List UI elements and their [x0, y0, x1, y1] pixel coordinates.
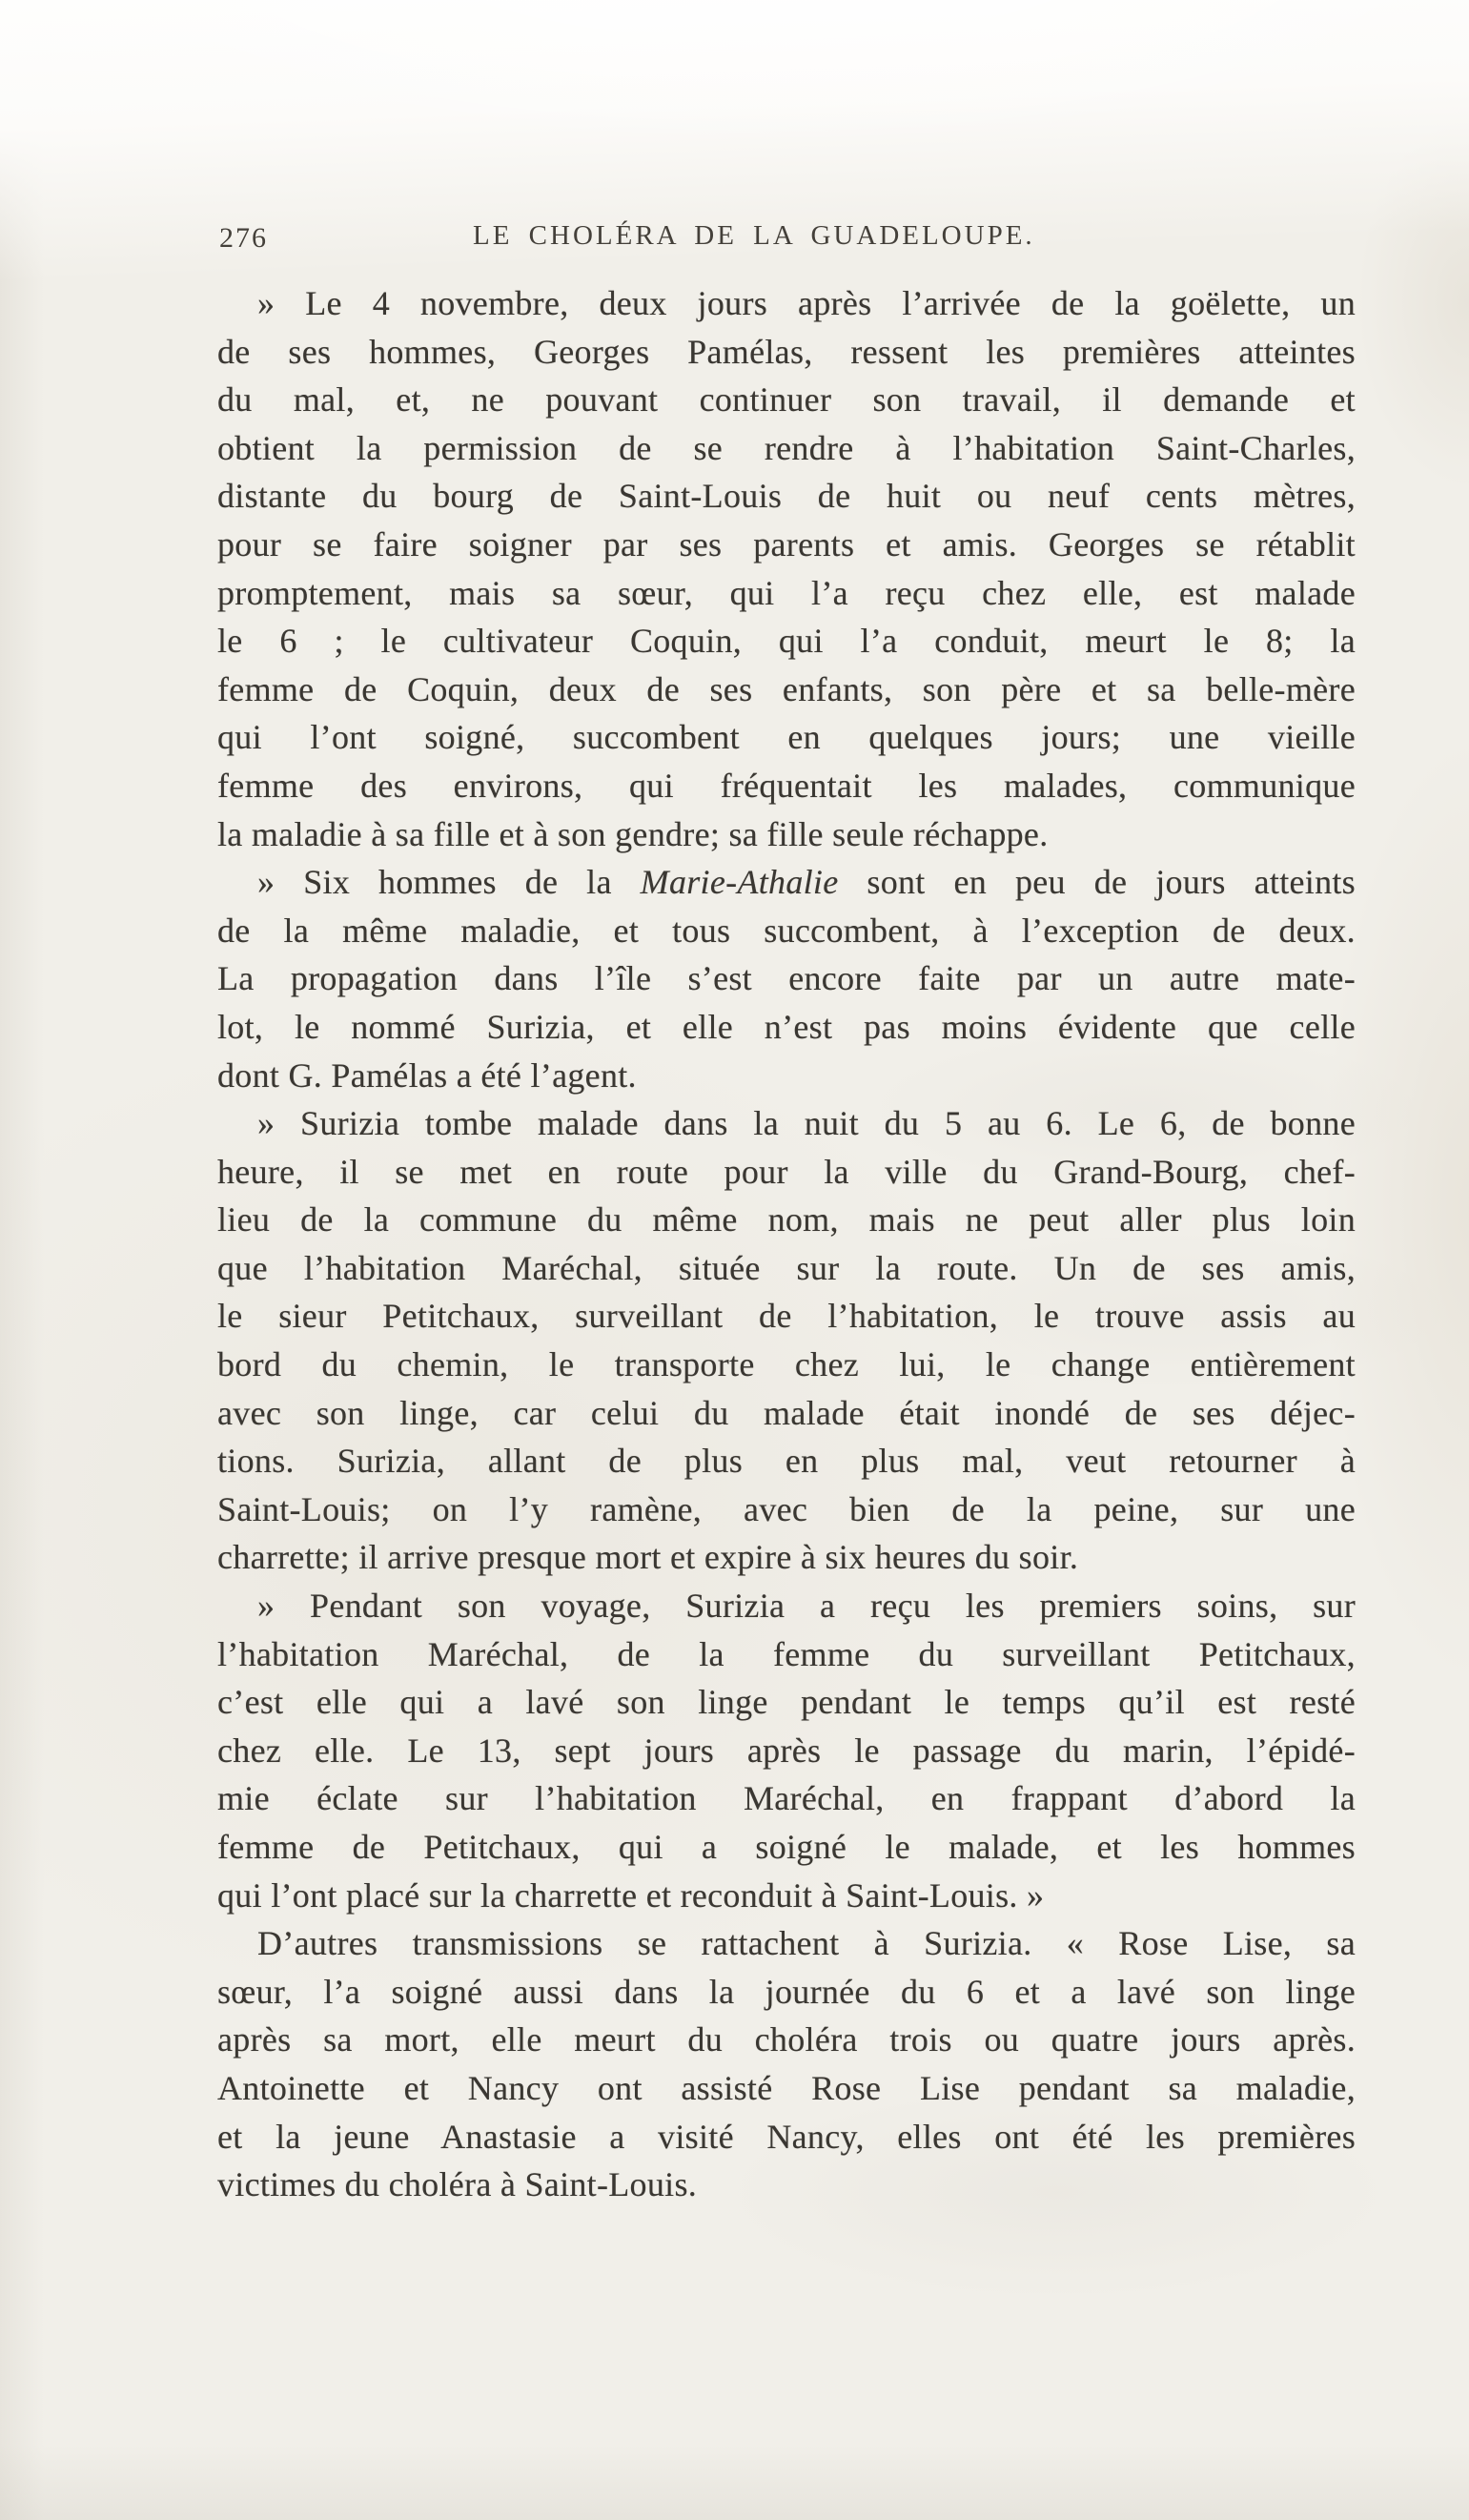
text-line: promptement, mais sa sœur, qui l’a reçu chez elle, est malade: [217, 573, 1356, 612]
text-line: » Pendant son voyage, Surizia a reçu les premiers soins, sur: [257, 1587, 1356, 1626]
running-head: [217, 220, 1356, 260]
paragraph: [217, 279, 1356, 858]
page-body: [217, 279, 1356, 2209]
text-line: dont G. Pamélas a été l’agent.: [217, 1055, 637, 1095]
text-line: » Six hommes de la Marie-Athalie sont en peu de jours atteints: [257, 863, 1356, 902]
paragraph: [217, 858, 1356, 1099]
text-line: et la jeune Anastasie a visité Nancy, elles ont été les premières: [217, 2117, 1356, 2156]
text-line: sœur, l’a soigné aussi dans la journée du 6 et a lavé son linge: [217, 1972, 1356, 2011]
text-line: » Le 4 novembre, deux jours après l’arrivée de la goëlette, un: [257, 284, 1356, 322]
text-line: le 6 ; le cultivateur Coquin, qui l’a conduit, meurt le 8; la: [217, 622, 1356, 661]
text-line: mie éclate sur l’habitation Maréchal, en frappant d’abord la: [217, 1779, 1356, 1818]
text-line: l’habitation Maréchal, de la femme du surveillant Petitchaux,: [217, 1634, 1356, 1673]
text-line: lieu de la commune du même nom, mais ne peut aller plus loin: [217, 1200, 1356, 1240]
vessel-name-italic: Marie-Athalie: [640, 863, 839, 902]
text-line: de la même maladie, et tous succombent, à l’exception de deux.: [217, 911, 1356, 950]
text-line: pour se faire soigner par ses parents et amis. Georges se rétablit: [217, 524, 1356, 563]
text-line: distante du bourg de Saint-Louis de huit ou neuf cents mètres,: [217, 477, 1356, 516]
text-line: qui l’ont placé sur la charrette et reconduit à Saint-Louis. »: [217, 1875, 1045, 1915]
text-line: la maladie à sa fille et à son gendre; sa fille seule réchappe.: [217, 814, 1049, 853]
text-line: le sieur Petitchaux, surveillant de l’habitation, le trouve assis au: [217, 1297, 1356, 1336]
text-line: heure, il se met en route pour la ville du Grand-Bourg, chef-: [217, 1152, 1356, 1191]
text-line: que l’habitation Maréchal, située sur la route. Un de ses amis,: [217, 1248, 1356, 1287]
text-line: de ses hommes, Georges Pamélas, ressent les premières atteintes: [217, 332, 1356, 371]
running-title: LE CHOLÉRA DE LA GUADELOUPE.: [473, 220, 1035, 251]
page-number: 276: [219, 222, 268, 254]
text-line: Saint-Louis; on l’y ramène, avec bien de la peine, sur une: [217, 1489, 1356, 1528]
text-line: femme des environs, qui fréquentait les malades, communique: [217, 766, 1356, 805]
text-line: tions. Surizia, allant de plus en plus mal, veut retourner à: [217, 1442, 1356, 1481]
text-line: » Surizia tombe malade dans la nuit du 5 au 6. Le 6, de bonne: [257, 1104, 1356, 1143]
text-line: D’autres transmissions se rattachent à Surizia. « Rose Lise, sa: [257, 1924, 1356, 1963]
text-line: charrette; il arrive presque mort et expire à six heures du soir.: [217, 1538, 1079, 1577]
text-line: du mal, et, ne pouvant continuer son travail, il demande et: [217, 380, 1356, 420]
paragraph: [217, 1099, 1356, 1582]
text-line: bord du chemin, le transporte chez lui, le change entièrement: [217, 1345, 1356, 1384]
text-line: Antoinette et Nancy ont assisté Rose Lise pendant sa maladie,: [217, 2068, 1356, 2107]
text-line: avec son linge, car celui du malade était inondé de ses déjec-: [217, 1393, 1356, 1432]
text-line: femme de Petitchaux, qui a soigné le malade, et les hommes: [217, 1828, 1356, 1866]
text-line: c’est elle qui a lavé son linge pendant le temps qu’il est resté: [217, 1683, 1356, 1722]
text-line: après sa mort, elle meurt du choléra trois ou quatre jours après.: [217, 2020, 1356, 2059]
text-line: chez elle. Le 13, sept jours après le passage du marin, l’épidé-: [217, 1731, 1356, 1770]
text-line: victimes du choléra à Saint-Louis.: [217, 2165, 698, 2204]
text-line: La propagation dans l’île s’est encore faite par un autre mate-: [217, 959, 1356, 998]
paragraph: [217, 1919, 1356, 2209]
text-line: femme de Coquin, deux de ses enfants, son père et sa belle-mère: [217, 669, 1356, 708]
paragraph: [217, 1582, 1356, 1919]
text-line: lot, le nommé Surizia, et elle n’est pas moins évidente que celle: [217, 1007, 1356, 1046]
text-line: qui l’ont soigné, succombent en quelques jours; une vieille: [217, 718, 1356, 757]
text-line: obtient la permission de se rendre à l’habitation Saint-Charles,: [217, 428, 1356, 467]
